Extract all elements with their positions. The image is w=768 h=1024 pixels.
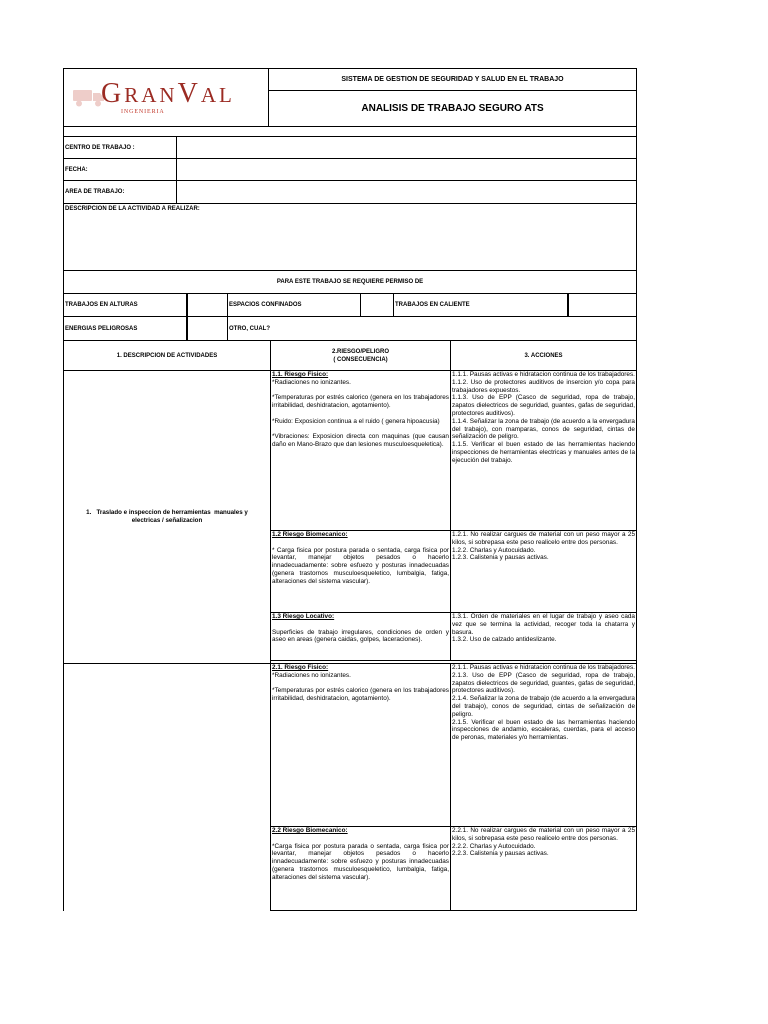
logo-letter: V: [177, 78, 201, 109]
actions-cell-1-1: [450, 370, 637, 531]
permit-confined-spaces-label: ESPACIOS CONFINADOS: [227, 293, 361, 317]
action-item: 1.1.1. Pausas activas e hidratacion continua de los trabajadores.: [452, 371, 635, 378]
logo-letter: G: [101, 78, 125, 109]
work-center-value: [176, 136, 637, 159]
permit-hazardous-energy-label: ENERGIAS PELIGROSAS: [63, 316, 187, 341]
action-item: 2.2.2. Charlas y Autocuidado.: [452, 842, 536, 850]
hazard-item: *Temperaturas por estrés calorico (genera en los trabajadores irritabilidad, deshidratacion, agotamiento).: [272, 394, 449, 410]
risk-title: 1.2 Riesgo Biomecanico:: [272, 531, 348, 538]
action-item: 2.1.3. Uso de EPP (Casco de seguridad, ropa de trabajo, zapatos dielectricos de seguridad, guantes, gafas de seguridad, protectores auditivos).: [452, 671, 635, 695]
column-header-text: ( CONSECUENCIA): [333, 356, 388, 363]
work-center-label: CENTRO DE TRABAJO :: [63, 136, 177, 159]
hazard-item: *Radiaciones no ionizantes.: [272, 378, 351, 386]
date-value: [176, 158, 637, 181]
date-label: FECHA:: [63, 158, 177, 181]
action-item: 1.2.3. Calistenia y pausas activas.: [452, 554, 549, 562]
activity-description-2: [63, 663, 271, 911]
activity-text: 1. Traslado e inspeccion de herramientas manuales y electricas / señalizacion: [86, 509, 250, 524]
actions-cell-2-2: [450, 826, 637, 911]
actions-cell-2-1: [450, 663, 637, 827]
activity-description-1: [63, 370, 271, 664]
permit-other-label: OTRO, CUAL?: [227, 316, 637, 341]
logo-letter: AL: [200, 83, 235, 107]
actions-cell-1-3: [450, 612, 637, 661]
hazard-item: *Ruido: Exposicion continua a el ruido ( genera hipoacusia): [272, 417, 440, 425]
hazard-item: *Carga fisica por postura parada o sentada, carga fisica por levantar, manejar objetos pesados o hacerlo innadecuadamente: sobre esfuezo y posturas innadecuadas (genera trastornos musculoesqueletico, lumbalgia, fatiga, alteraciones del sistema vascular).: [272, 842, 449, 881]
document-title: ANALISIS DE TRABAJO SEGURO ATS: [268, 90, 637, 127]
column-header-text: 3. ACCIONES: [524, 352, 563, 359]
permit-heights-box: [186, 293, 228, 317]
action-item: 1.1.2. Uso de protectores auditivos de insercion y/o copa para trabajadores expuestos.: [452, 378, 635, 394]
action-item: 1.3.1. Orden de materiales en el lugar de trabajo y aseo cada vez que se termina la actividad, recoger toda la chatarra y basura.: [452, 613, 635, 636]
company-logo: [101, 80, 235, 108]
action-item: 1.1.5. Verificar el buen estado de las herramientas haciendo inspecciones de herramientas electricas y manuales antes de la ejecución del trabajo.: [452, 441, 635, 464]
column-header-text: 1. DESCRIPCION DE ACTIVIDADES: [116, 352, 218, 359]
hazard-item: *Temperaturas por estrés calorico (genera en los trabajadores irritabilidad, deshidratacion, agotamiento).: [272, 687, 449, 703]
hazard-item: Superficies de trabajo irregulares, condiciones de orden y aseo en areas (genera caidas, golpes, laceraciones).: [272, 628, 449, 644]
risk-title: 1.3 Riesgo Locativo:: [272, 613, 335, 620]
actions-cell-1-2: [450, 530, 637, 613]
risk-title: 1.1. Riesgo Fisico:: [272, 371, 329, 378]
logo-cell: [63, 68, 269, 127]
column-header-activities: [63, 340, 271, 371]
permits-heading: PARA ESTE TRABAJO SE REQUIERE PERMISO DE: [63, 270, 637, 294]
risk-cell-1-3: [270, 612, 451, 661]
hazard-item: *Radiaciones no ionizantes.: [272, 671, 351, 679]
action-item: 2.2.1. No realizar cargues de material con un peso mayor a 25 kilos, si sobrepasa este peso realicelo entre dos personas.: [452, 827, 635, 842]
risk-cell-2-1: [270, 663, 451, 827]
action-item: 2.1.4. Señalizar la zona de trabajo (de acuerdo a la envergadura del trabajo), conos de seguridad, cintas de señalización de peligro.: [452, 695, 635, 718]
hazard-item: * Carga fisica por postura parada o sentada, carga fisica por levantar, manejar objetos pesados o hacerlo innadecuadamente: sobre esfuezo y posturas innadecuadas (genera trastornos musculoesqueletico, lumbalgia, fatiga, alteraciones del sistema vascular).: [272, 546, 449, 585]
permit-heights-label: TRABAJOS EN ALTURAS: [63, 293, 187, 317]
risk-title: 2.1. Riesgo Fisico:: [272, 664, 329, 671]
action-item: 2.1.1. Pausas activas e hidratacion continua de los trabajadores.: [452, 664, 635, 671]
logo-tagline: INGENIERIA: [121, 109, 165, 115]
column-header-text: 2.RIESGO/PELIGRO: [331, 348, 389, 355]
action-item: 2.2.3. Calistenia y pausas activas.: [452, 850, 549, 858]
action-item: 1.3.2. Uso de calzado antideslizante.: [452, 636, 557, 644]
risk-cell-1-2: [270, 530, 451, 613]
hazard-item: *Vibraciones: Exposicion directa con maquinas (que causan daño en Mano-Brazo que dan lesiones musculoesqueletica).: [272, 433, 449, 449]
action-item: 1.1.4. Señalizar la zona de trabajo (de acuerdo a la envergadura del trabajo), con mamparas, conos de seguridad, cintas de señalización de peligro.: [452, 417, 635, 441]
action-item: 1.1.3. Uso de EPP (Casco de seguridad, ropa de trabajo, zapatos dielectricos de seguridad, guantes, gafas de seguridad, protectores auditivos).: [452, 394, 635, 417]
risk-title: 2.2 Riesgo Biomecanico:: [272, 827, 348, 834]
work-area-value: [176, 180, 637, 204]
risk-cell-2-2: [270, 826, 451, 911]
action-item: 1.2.2. Charlas y Autocuidado.: [452, 546, 536, 554]
work-area-label: AREA DE TRABAJO:: [63, 180, 177, 204]
column-header-actions: [450, 340, 637, 371]
permit-confined-spaces-box: [360, 293, 394, 317]
risk-cell-1-1: [270, 370, 451, 531]
action-item: 2.1.5. Verificar el buen estado de las herramientas haciendo inspecciones de andamio, escaleras, cuerdas, para el acceso de peronas, materiales y/o herramientas.: [452, 718, 635, 742]
activity-description-label: DESCRIPCION DE LA ACTIVIDAD A REALIZAR:: [65, 206, 200, 212]
permit-hot-work-label: TRABAJOS EN CALIENTE: [393, 293, 568, 317]
permit-hot-work-box: [567, 293, 637, 317]
logo-letter: RAN: [124, 83, 178, 107]
permit-hazardous-energy-box: [186, 316, 228, 341]
system-title: SISTEMA DE GESTION DE SEGURIDAD Y SALUD EN EL TRABAJO: [268, 68, 637, 91]
action-item: 1.2.1. No realizar cargues de material con un peso mayor a 25 kilos, si sobrepasa este peso realicelo entre dos personas.: [452, 531, 635, 546]
column-header-risk: [270, 340, 451, 371]
activity-description-field: [63, 203, 637, 271]
